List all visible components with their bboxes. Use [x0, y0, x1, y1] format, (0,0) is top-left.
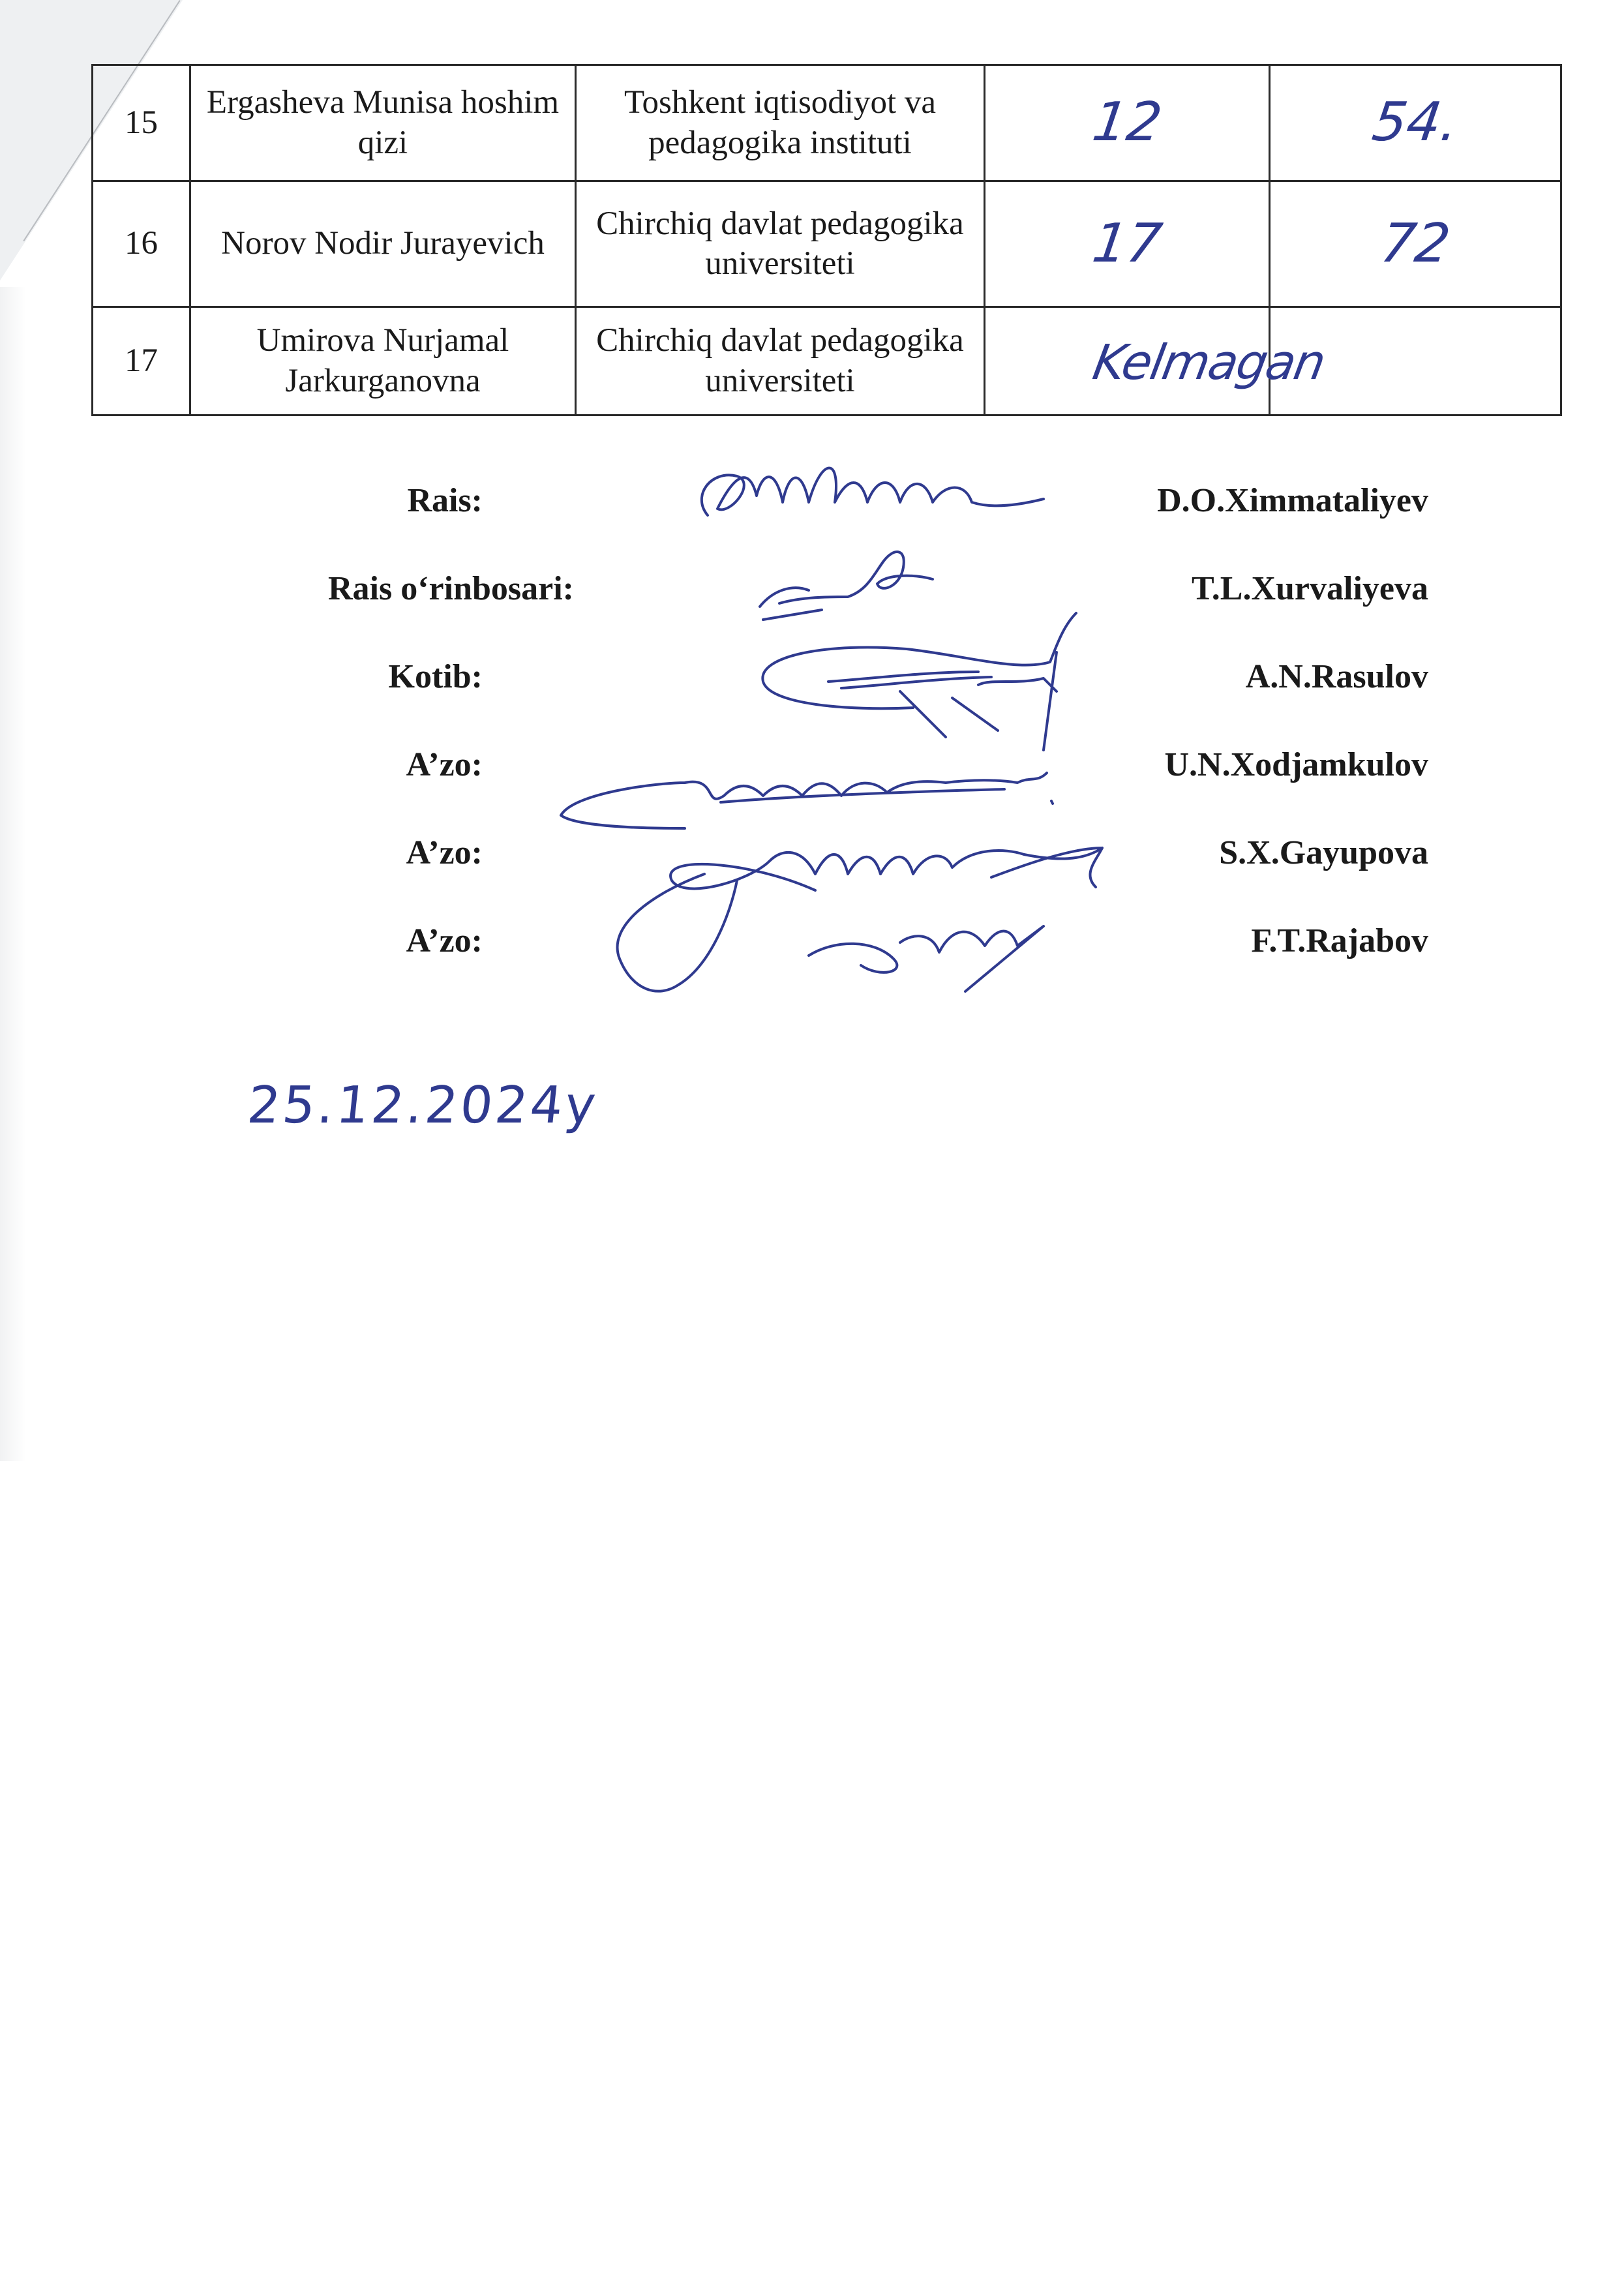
row-number: 16 — [93, 181, 190, 307]
name-chair: D.O.Ximmataliyev — [1157, 482, 1428, 519]
institution-name: Toshkent iqtisodiyot va pedagogika instituti — [576, 65, 985, 181]
name-member: S.X.Gayupova — [1219, 834, 1428, 871]
name-vice-chair: T.L.Xurvaliyeva — [1191, 570, 1428, 607]
role-member: A’zo: — [406, 746, 483, 783]
name-member: U.N.Xodjamkulov — [1164, 746, 1428, 783]
handwritten-score — [1270, 65, 1561, 181]
handwritten-date: 25.12.2024y — [245, 1076, 601, 1135]
row-number: 15 — [93, 65, 190, 181]
name-secretary: A.N.Rasulov — [1245, 658, 1428, 695]
handwritten-score — [1270, 181, 1561, 307]
role-vice-chair: Rais o‘rinbosari: — [328, 570, 574, 607]
role-secretary: Kotib: — [388, 658, 483, 695]
institution-name: Chirchiq davlat pedagogika universiteti — [576, 181, 985, 307]
signature-member — [618, 874, 1044, 991]
score-b: 54. — [1368, 91, 1462, 154]
scan-shadow — [0, 287, 26, 1461]
table-row — [93, 307, 1561, 415]
results-table — [91, 64, 1562, 416]
signature-member — [561, 773, 1053, 828]
handwritten-score — [985, 181, 1270, 307]
score-a: 17 — [1089, 212, 1165, 275]
score-a: 12 — [1089, 91, 1165, 154]
participant-name: Ergasheva Munisa hoshim qizi — [190, 65, 576, 181]
signature-secretary — [762, 613, 1076, 750]
signature-member — [670, 848, 1102, 890]
absence-note: Kelmagan — [1089, 334, 1329, 391]
name-member: F.T.Rajabov — [1251, 922, 1428, 959]
table-row — [93, 65, 1561, 181]
participant-name: Norov Nodir Jurayevich — [190, 181, 576, 307]
handwritten-score — [985, 65, 1270, 181]
role-member: A’zo: — [406, 834, 483, 871]
absence-note-cell — [985, 307, 1329, 415]
institution-name: Chirchiq davlat pedagogika universiteti — [576, 307, 985, 415]
signature-vice-chair — [760, 552, 933, 620]
score-b: 72 — [1377, 212, 1454, 275]
table-row — [93, 181, 1561, 307]
role-member: A’zo: — [406, 922, 483, 959]
role-chair: Rais: — [407, 482, 483, 519]
signature-chair — [702, 468, 1044, 516]
participant-name: Umirova Nurjamal Jarkurganovna — [190, 307, 576, 415]
row-number: 17 — [93, 307, 190, 415]
